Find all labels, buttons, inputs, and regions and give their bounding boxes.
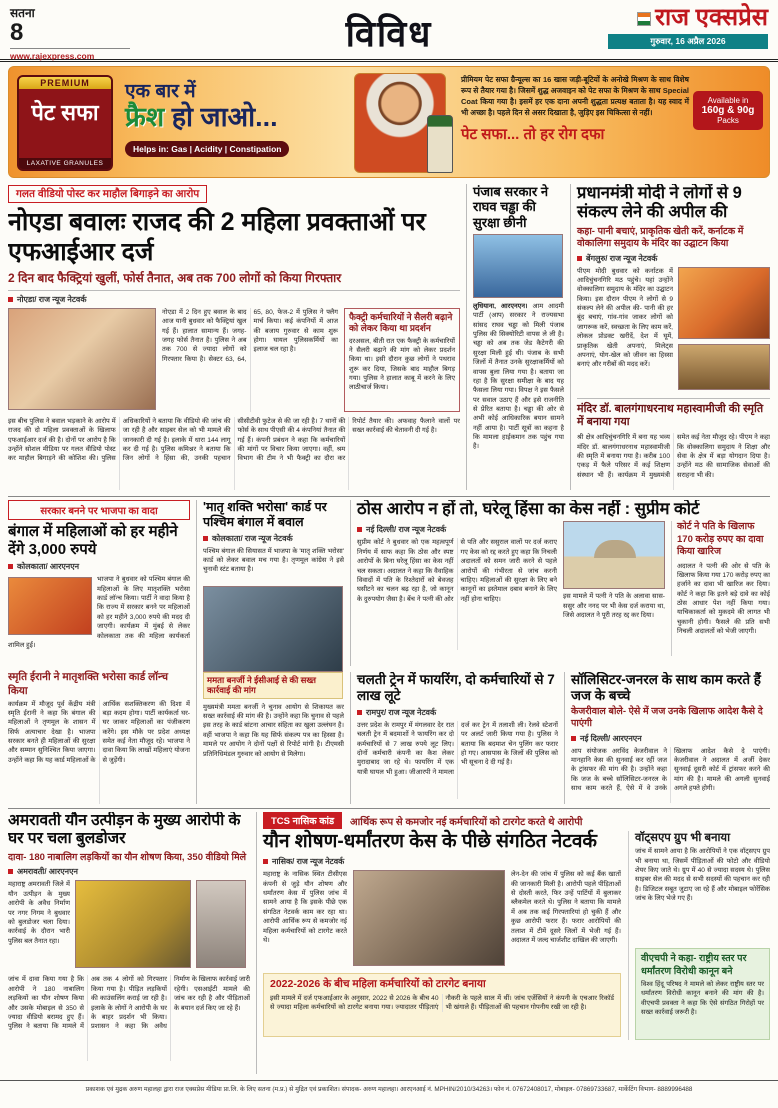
article-body-block	[357, 521, 557, 655]
ad-body-text: प्रीमियम पेट सफा ग्रैन्यूल्स का 16 खास जड़ी-बूटियों के अनोखे मिश्रण के साथ विशेष रूप से तैयार गया है। जिसमें शुद्ध अजवाइन को पेट सफा के मिश्रण के साथ Special Coat किया गया है। इसमें हर एक दाना अपनी शुद्धता प्रत्यक्ष बताता है। यह स्वाद में भी अच्छा है। पहले दिन से असर दिखाता है, जुड़िए इस चिकित्सा से नहीं।	[461, 75, 689, 117]
article-body: पीएम मोदी बुधवार को कर्नाटक में आदिचुंचनगिरि मठ पहुंचे। यहां उन्होंने वोक्कालिगा समुदाय के मंदिर का उद्घाटन किया। इस दौरान पीएम ने लोगों से 9 संकल्प लेने की अपील की- पानी की हर बूंद बचाएं, गांव-गांव जाकर लोगों को जागरूक करें, स्वच्छता के लिए काम करें, लोकल प्रोडक्ट खरीदें, देश में घूमें, प्राकृतिक खेती अपनाएं, मिलेट्स अपनाएं, योग-खेल को जीवन का हिस्सा बनाएं और गरीबों की मदद करें।	[577, 267, 673, 369]
byline	[203, 533, 344, 544]
article-main-column	[263, 831, 621, 1040]
article-body-continued: लेन-देन की जांच में पुलिस को कई बैंक खातों की जानकारी मिली है। आरोपी पहले पीड़िताओं से दोस्ती करते, फिर उन्हें पार्टियों में बुलाकर ब्लैकमेल करते थे। पुलिस ने बताया कि मामले में अब तक कई गिरफ्तारियां हो चुकी हैं और कुछ आरोपी फरार हैं। फरार आरोपियों की तलाश में टीमें दूसरे जिलों में भेजी गई हैं। अदालत में जल्द चार्जशीट दाखिल की जाएगी।	[511, 871, 621, 944]
sidebox-title: कोर्ट ने पति के खिलाफ 170 करोड़ रुपए का दावा किया खारिज	[677, 521, 764, 558]
article-body-block	[8, 575, 190, 667]
byline	[577, 253, 770, 264]
article-subhead: केजरीवाल बोले- ऐसे में जज उनके खिलाफ आदेश कैसे दे पाएंगी	[571, 705, 763, 729]
photo-bulldozer	[75, 880, 191, 968]
article-headline: चलती ट्रेन में फायरिंग, दो कर्मचारियों से 7 लाख लूटे	[357, 672, 555, 703]
ad-helps-strip: Helps in: Gas | Acidity | Constipation	[125, 141, 289, 157]
photo-column	[563, 521, 665, 655]
masthead	[0, 0, 778, 62]
article-body: महाराष्ट्र के नासिक स्थित टीसीएस कंपनी से जुड़े यौन शोषण और धर्मांतरण केस में पुलिस जांच में सामने आया है कि इसके पीछे एक संगठित नेटवर्क काम कर रहा था। आरोपी आर्थिक रूप से कमजोर नई महिला कर्मचारियों को टारगेट करते थे।	[263, 871, 347, 944]
article-body: पश्चिम बंगाल की सियासत में भाजपा के 'मातृ शक्ति भरोसा' कार्ड को लेकर बवाल मच गया है। तृणमूल कांग्रेस ने इसे चुनावी स्टंट बताया है।	[203, 547, 344, 574]
ad-headline-green-word: फ्रैश	[125, 102, 165, 132]
byline-text: नासिक/ राज न्यूज नेटवर्क	[272, 857, 345, 867]
byline-text: नई दिल्ली/ आरएनएन	[580, 733, 642, 743]
article-body: उत्तर प्रदेश के रामपुर में मंगलवार देर रात चलती ट्रेन में बदमाशों ने फायरिंग कर दो कर्मचारियों से 7 लाख रुपये लूट लिए। दोनों कर्मचारी कंपनी का कैश लेकर मुरादाबाद जा रहे थे। फायरिंग में एक यात्री घायल भी हुआ। जीआरपी ने मामला दर्ज कर ट्रेन में तलाशी ली। रेलवे स्टेशनों पर अलर्ट जारी किया गया है। पुलिस ने बताया कि बदमाश चेन पुलिंग कर फरार हो गए। आसपास के जिलों की पुलिस को भी सूचना दे दी गई है।	[357, 721, 558, 776]
ad-product-bottle	[427, 115, 453, 173]
sidebox-title: वॉट्सएप ग्रुप भी बनाया	[635, 832, 731, 844]
article-subhead: दावा- 180 नाबालिग लड़कियों का यौन शोषण किया, 350 वीडियो मिले	[8, 851, 247, 863]
ad-brand-subtitle: LAXATIVE GRANULES	[19, 158, 111, 169]
ad-available-in: Available in	[707, 96, 749, 105]
article-judge-solicitor-general	[564, 672, 770, 804]
ad-availability-box	[693, 91, 763, 130]
photo-accused-mugshot	[196, 880, 246, 968]
article-headline: बंगाल में महिलाओं को हर महीने देंगे 3,000 रुपये	[8, 523, 178, 558]
article-subhead: कहा- पानी बचाएं, प्राकृतिक खेती करें, कर्नाटक में वोकालिगा समुदाय के मंदिर का उद्घाटन किया	[577, 225, 744, 249]
article-media-row	[357, 521, 770, 655]
body-text: आम आदमी पार्टी (आप) सरकार ने राज्यसभा सांसद राघव चड्ढा को मिली पंजाब पुलिस की सिक्योरिटी वापस ले ली है। चड्ढा को अब तक जेड कैटेगरी की सुरक्षा मिली हुई थी। पंजाब के सभी जिलों में तैनात उनके सुरक्षाकर्मियों को वापस बुला लिया गया है। बताया जा रहा है कि सुरक्षा समीक्षा के बाद यह फैसला लिया गया। विपक्ष ने इस फैसले पर सवाल उठाए हैं और इसे राजनीति से प्रेरित बताया है। चड्ढा की ओर से अभी कोई आधिकारिक बयान सामने नहीं आया है। पार्टी सूत्रों का कहना है कि मामला हाईकमान तक पहुंच गया है।	[473, 302, 564, 451]
article-kicker: गलत वीडियो पोस्ट कर माहौल बिगाड़ने का आरोप	[8, 185, 207, 203]
byline	[8, 866, 250, 877]
ad-pack-sizes: 160g & 90g	[701, 105, 755, 116]
section-divider	[8, 496, 770, 497]
ad-brand-name: पेट सफा	[31, 100, 99, 125]
byline-text: बेंगलुरु/ राज न्यूज नेटवर्क	[586, 253, 658, 263]
masthead-right	[578, 5, 768, 49]
statement-box-vhp	[635, 948, 770, 1040]
article-body: आप संयोजक अरविंद केजरीवाल ने मानहानि केस की सुनवाई कर रहीं जज के ट्रांसफर की मांग की है। उन्होंने कहा कि जज के बच्चे सॉलिसिटर-जनरल के साथ काम करते हैं, ऐसे में वे उनके खिलाफ आदेश कैसे दे पाएंगी। केजरीवाल ने अदालत में अर्जी देकर सुनवाई दूसरी कोर्ट में ट्रांसफर करने की मांग की है। मामले की अगली सुनवाई अगले हफ्ते होगी।	[571, 747, 770, 793]
photo-crowd	[353, 870, 505, 966]
byline-bullet-icon	[357, 710, 362, 715]
imprint-line: प्रकाशक एवं मुद्रक अरुण महालहा द्वारा राज एक्सप्रेस मीडिया प्रा.लि. के लिए सतना (म.प्र.) से मुद्रित एवं प्रकाशित। संपादक- अरुण महालहा। आरएनआई नं. MPHIN/2010/34263। फोन नं. 07672408017, मोबाइल- 07869733687, मार्केटिंग विभाग- 8889996488	[85, 1086, 693, 1093]
photo-temple	[678, 344, 770, 390]
byline-text: कोलकाता/ आरएनएन	[17, 562, 80, 572]
section-title: विविध	[345, 13, 433, 54]
byline-text: अमरावती/ आरएनएन	[17, 867, 78, 877]
article-modi-sankalp	[570, 184, 770, 490]
brand-name: राज एक्सप्रेस	[655, 4, 768, 31]
article-headline: अमरावती यौन उत्पीड़न के मुख्य आरोपी के घर पर चला बुलडोजर	[8, 812, 241, 848]
byline-text: कोलकाता/ राज न्यूज नेटवर्क	[212, 533, 293, 543]
inset-title: फैक्ट्री कर्मचारियों ने सैलरी बढ़ाने को लेकर किया था प्रदर्शन	[349, 312, 453, 334]
article-headline: ठोस आरोप न हों तो, घरेलू हिंसा का केस नहीं : सुप्रीम कोर्ट	[357, 500, 700, 518]
ad-packs-label: Packs	[717, 116, 739, 125]
article-media-row	[263, 870, 621, 968]
photo-supreme-court	[563, 521, 665, 589]
ad-tagline: पेट सफा... तो हर रोग दफा	[461, 125, 605, 143]
ad-headline-line1: एक बार में	[125, 81, 196, 102]
article-headline: पंजाब सरकार ने राघव चड्ढा की सुरक्षा छीनी	[473, 184, 549, 230]
article-headline: नोएडा बवालः राजद की 2 महिला प्रवक्ताओं पर एफआईआर दर्ज	[8, 208, 426, 266]
byline-bullet-icon	[203, 536, 208, 541]
sidebox-body: अदालत ने पत्नी की ओर से पति के खिलाफ किया गया 170 करोड़ रुपए का हर्जाने का दावा भी खारिज कर दिया। कोर्ट ने कहा कि इतने बड़े दावे का कोई ठोस आधार पेश नहीं किया गया। याचिकाकर्ता को मुकदमे की लागत भी चुकानी होगी। फैसले की प्रति सभी निचली अदालतों को भेजी जाएगी।	[677, 562, 770, 636]
ad-brand-box	[17, 75, 113, 171]
section-divider	[8, 808, 770, 809]
article-body: नोएडा में 2 दिन हुए बवाल के बाद आज यानी बुधवार को फैक्ट्रियां खुल गई हैं। हालात सामान्य हैं। जगह-जगह फोर्स तैनात है। पुलिस ने अब तक 700 से ज्यादा लोगों को गिरफ्तार किया है। सेक्टर 63, 64, 65, 80, फेज-2 में पुलिस ने फ्लैग मार्च किया। कई कंपनियों में आज की बजाय गुरुवार से काम शुरू होगा। घायल पुलिसकर्मियों का इलाज चल रहा है।	[162, 309, 338, 363]
ad-banner	[8, 66, 770, 178]
photo-stack	[678, 267, 770, 393]
article-headline: यौन शोषण-धर्मांतरण केस के पीछे संगठित नेटवर्क	[263, 831, 598, 852]
article-side-column	[628, 831, 770, 1040]
article-kicker: आर्थिक रूप से कमजोर नई कर्मचारियों को टारगेट करते थे आरोपी	[350, 816, 583, 828]
highlight-title: 2022-2026 के बीच महिला कर्मचारियों को टारगेट बनाया	[270, 978, 486, 991]
brand-flag-icon	[637, 12, 651, 26]
article-columns	[263, 831, 770, 1040]
ad-headline-line2	[125, 103, 345, 131]
article-tcs-nashik-network	[256, 812, 770, 1074]
article-subhead: 2 दिन बाद फैक्ट्रियां खुलीं, फोर्स तैनात, अब तक 700 लोगों को किया गिरफ्तार	[8, 271, 460, 291]
article-headline: सॉलिसिटर-जनरल के साथ काम करते हैं जज के बच्चे	[571, 672, 761, 703]
article-bengal-bjp-promise	[8, 500, 190, 804]
date-bar: गुरुवार, 16 अप्रैल 2026	[608, 34, 768, 49]
statement-title: वीएचपी ने कहा- राष्ट्रीय स्तर पर धर्मांतरण विरोधी कानून बने	[641, 953, 747, 977]
byline-bullet-icon	[577, 256, 582, 261]
byline-bullet-icon	[8, 564, 13, 569]
subarticle-headline: मंदिर डॉ. बालगंगाधरनाथ महास्वामीजी की स्मृति में बनाया गया	[577, 398, 770, 431]
byline	[8, 294, 460, 305]
byline-text: नोएडा/ राज न्यूज नेटवर्क	[17, 295, 87, 304]
photo-raghav-chadha	[473, 234, 563, 298]
highlight-box-target	[263, 973, 621, 1037]
brand-logo	[578, 5, 768, 31]
dateline: लुधियाना, आरएनएन।	[473, 302, 528, 310]
photo-caption: ममता बनर्जी ने ईसीआई से की सख्त कार्रवाई की मांग	[203, 672, 343, 699]
article-amravati-bulldozer	[8, 812, 250, 1074]
photo-card-launch	[8, 577, 92, 635]
page-number: 8	[10, 19, 24, 46]
ad-headline-block	[125, 77, 345, 157]
byline-text: नई दिल्ली/ राज न्यूज नेटवर्क	[366, 525, 447, 535]
tag-badge: TCS नासिक कांड	[263, 812, 342, 829]
subarticle-body: कार्यक्रम में मौजूद पूर्व केंद्रीय मंत्री स्मृति ईरानी ने कहा कि बंगाल की महिलाओं ने तृणमूल के शासन में सिर्फ अत्याचार देखा है। भाजपा सरकार बनते ही महिलाओं की सुरक्षा और सम्मान सुनिश्चित किया जाएगा। उन्होंने कहा कि यह कार्ड महिलाओं के आर्थिक सशक्तिकरण की दिशा में बड़ा कदम होगा। पार्टी कार्यकर्ता घर-घर जाकर महिलाओं का पंजीकरण करेंगे। इस मौके पर प्रदेश अध्यक्ष समेत कई नेता मौजूद रहे। भाजपा ने दावा किया कि लाखों महिलाएं योजना से जुड़ेंगी।	[8, 700, 190, 764]
article-body	[473, 302, 564, 478]
byline-bullet-icon	[8, 869, 13, 874]
article-supreme-court-dv	[350, 500, 770, 666]
article-headline: 'मातृ शक्ति भरोसा' कार्ड पर पश्चिम बंगाल में बवाल	[203, 500, 327, 529]
byline	[8, 561, 190, 572]
photo-mamata-banerjee	[203, 586, 343, 672]
article-kicker: सरकार बनने पर भाजपा का वादा	[8, 500, 190, 520]
byline	[357, 524, 557, 535]
article-body-continued: जांच में दावा किया गया है कि आरोपी ने 180 नाबालिग लड़कियों का यौन शोषण किया और उसके मोबाइल से 350 से ज्यादा वीडियो बरामद हुए हैं। पुलिस ने बताया कि मामले में अब तक 4 लोगों को गिरफ्तार किया गया है। पीड़ित लड़कियों की काउंसलिंग कराई जा रही है। इलाके के लोगों ने आरोपी के घर के बाहर प्रदर्शन भी किया। प्रशासन ने कहा कि अवैध निर्माण के खिलाफ कार्रवाई जारी रहेगी। एसआईटी मामले की जांच कर रही है और पीड़िताओं के बयान दर्ज किए जा रहे हैं।	[8, 976, 250, 1031]
photo-noida-protest	[8, 308, 156, 410]
subarticle-body: श्री क्षेत्र आदिचुंचनगिरि में बना यह भव्य मंदिर डॉ. बालगंगाधरनाथ महास्वामीजी की स्मृति में बनाया गया है। करीब 100 एकड़ में फैले परिसर में कई शिक्षण संस्थान भी हैं। कार्यक्रम में मुख्यमंत्री समेत कई नेता मौजूद रहे। पीएम ने कहा कि वोक्कालिगा समुदाय ने शिक्षा और सेवा के क्षेत्र में बड़ा योगदान दिया है। उन्होंने मठ की सामाजिक सेवाओं की सराहना भी की।	[577, 434, 770, 479]
website-link[interactable]: www.rajexpress.com	[10, 48, 130, 61]
highlight-body: इसी मामले में दर्ज एफआईआर के अनुसार, 2022 से 2026 के बीच 40 से ज्यादा महिला कर्मचारियों को टारगेट बनाया गया। ज्यादातर पीड़िताएं नौकरी के पहले साल में थीं। जांच एजेंसियों ने कंपनी के एचआर रिकॉर्ड भी खंगाले हैं। पीड़िताओं की पहचान गोपनीय रखी जा रही है।	[270, 994, 614, 1011]
article-body-continued: मुख्यमंत्री ममता बनर्जी ने चुनाव आयोग से शिकायत कर सख्त कार्रवाई की मांग की है। उन्होंने कहा कि चुनाव से पहले इस तरह के कार्ड बांटना आचार संहिता का खुला उल्लंघन है। वहीं भाजपा ने कहा कि यह सिर्फ संकल्प पत्र का हिस्सा है। मामले पर आयोग ने दोनों पक्षों से रिपोर्ट मांगी है। टीएमसी प्रतिनिधिमंडल गुरुवार को आयोग से मिलेगा।	[203, 703, 344, 758]
byline-text: रामपुर/ राज न्यूज नेटवर्क	[366, 707, 437, 717]
byline	[357, 707, 558, 718]
article-body: सुप्रीम कोर्ट ने बुधवार को एक महत्वपूर्ण निर्णय में साफ कहा कि ठोस और स्पष्ट आरोपों के बिना घरेलू हिंसा का केस नहीं चल सकता। अदालत ने कहा कि वैवाहिक विवादों में पति के रिश्तेदारों को बेवजह घसीटने का चलन बढ़ रहा है, जो कानून के दुरुपयोग जैसा है। बेंच ने पत्नी की ओर से पति और ससुराल वालों पर दर्ज कराए गए केस को रद्द करते हुए कहा कि निचली अदालतों को समन जारी करने से पहले आरोपों की गंभीरता से जांच करनी चाहिए। महिलाओं की सुरक्षा के लिए बने कानूनों का इस्तेमाल दबाव बनाने के लिए नहीं होना चाहिए।	[357, 539, 557, 603]
article-tag-row	[263, 812, 770, 829]
article-train-firing-loot	[350, 672, 558, 804]
article-media-row	[8, 880, 250, 970]
article-media-row	[577, 267, 770, 393]
statement-body: विश्व हिंदू परिषद ने मामले को लेकर राष्ट्रीय स्तर पर धर्मांतरण विरोधी कानून बनाने की मांग की है। वीएचपी प्रवक्ता ने कहा कि ऐसे संगठित गिरोहों पर सख्त कार्रवाई जरूरी है।	[641, 981, 764, 1017]
article-noida-fir	[8, 184, 460, 490]
imprint-footer	[0, 1080, 778, 1108]
sidebox-claim-rejected	[671, 521, 770, 655]
sidebox-body: जांच में सामने आया है कि आरोपियों ने एक वॉट्सएप ग्रुप भी बनाया था, जिसमें पीड़िताओं की फोटो और वीडियो शेयर किए जाते थे। ग्रुप में 40 से ज्यादा सदस्य थे। पुलिस साइबर सेल की मदद से सभी सदस्यों की पहचान कर रही है। डिजिटल सबूत जुटाए जा रहे हैं और मोबाइल फोरेंसिक जांच के लिए भेजे गए हैं।	[635, 848, 770, 903]
ad-copy-block	[461, 75, 689, 144]
article-body-continued: इस बीच पुलिस ने बवाल भड़काने के आरोप में राजद की दो महिला प्रवक्ताओं के खिलाफ एफआईआर दर्ज की है। दोनों पर आरोप है कि उन्होंने सोशल मीडिया पर गलत वीडियो पोस्ट कर माहौल बिगाड़ने की कोशिश की। पुलिस अधिकारियों ने बताया कि वीडियो की जांच की जा रही है और साइबर सेल को भी मामले की जानकारी दी गई है। इलाके में धारा 144 लागू कर दी गई है। पुलिस कमिश्नर ने बताया कि जिन लोगों ने हिंसा की, उनकी पहचान सीसीटीवी फुटेज से की जा रही है। 7 थानों की फोर्स के साथ पीएसी की 4 कंपनियां तैनात की गई हैं। कंपनी प्रबंधन ने कहा कि कर्मचारियों की मांगों पर विचार किया जाएगा। वहीं, श्रम विभाग की टीम ने भी फैक्ट्री का दौरा कर रिपोर्ट तैयार की। अफवाह फैलाने वालों पर सख्त कार्रवाई की चेतावनी दी गई है।	[8, 418, 460, 463]
edition-city: सतना	[10, 6, 35, 20]
byline-bullet-icon	[357, 527, 362, 532]
article-punjab-security	[466, 184, 564, 490]
byline	[571, 733, 770, 744]
ad-headline-rest: हो जाओ...	[171, 102, 278, 132]
ad-premium-ribbon: PREMIUM	[19, 77, 111, 89]
inset-box-factory	[344, 308, 460, 412]
subarticle-headline: स्मृति ईरानी ने मातृशक्ति भरोसा कार्ड लॉन्च किया	[8, 671, 169, 697]
byline-bullet-icon	[571, 736, 576, 741]
article-headline: प्रधानमंत्री मोदी ने लोगों से 9 संकल्प लेने की अपील की	[577, 184, 742, 222]
article-body: भाजपा ने बुधवार को पश्चिम बंगाल की महिलाओं के लिए मातृशक्ति भरोसा कार्ड लॉन्च किया। पार्टी ने वादा किया है कि राज्य में सरकार बनने पर महिलाओं को हर महीने 3,000 रुपये की मदद दी जाएगी। कार्यक्रम में मुंबई से लेकर कोलकाता तक की महिला कार्यकर्ता शामिल हुईं।	[8, 576, 190, 649]
article-body: महाराष्ट्र अमरावती जिले में यौन उत्पीड़न के मुख्य आरोपी के अवैध निर्माण पर नगर निगम ने बुधवार को बुलडोजर चला दिया। कार्रवाई के दौरान भारी पुलिस बल तैनात रहा।	[8, 881, 70, 945]
article-body-continued: इस मामले में पत्नी ने पति के अलावा सास-ससुर और ननद पर भी केस दर्ज कराया था, जिसे अदालत ने पूरी तरह रद्द कर दिया।	[563, 593, 665, 620]
article-media-row	[8, 308, 460, 412]
article-matru-shakti-card	[196, 500, 344, 804]
photo-modi	[678, 267, 770, 339]
inset-body: दरअसल, बीती रात एक फैक्ट्री के कर्मचारियों ने सैलरी बढ़ाने की मांग को लेकर प्रदर्शन किया था। इसी दौरान कुछ लोगों ने पथराव शुरू कर दिया, जिसके बाद माहौल बिगड़ गया। पुलिस ने हालात काबू में करने के लिए लाठीचार्ज किया।	[349, 337, 455, 392]
byline	[263, 856, 621, 867]
byline-bullet-icon	[8, 297, 13, 302]
byline-bullet-icon	[263, 859, 268, 864]
